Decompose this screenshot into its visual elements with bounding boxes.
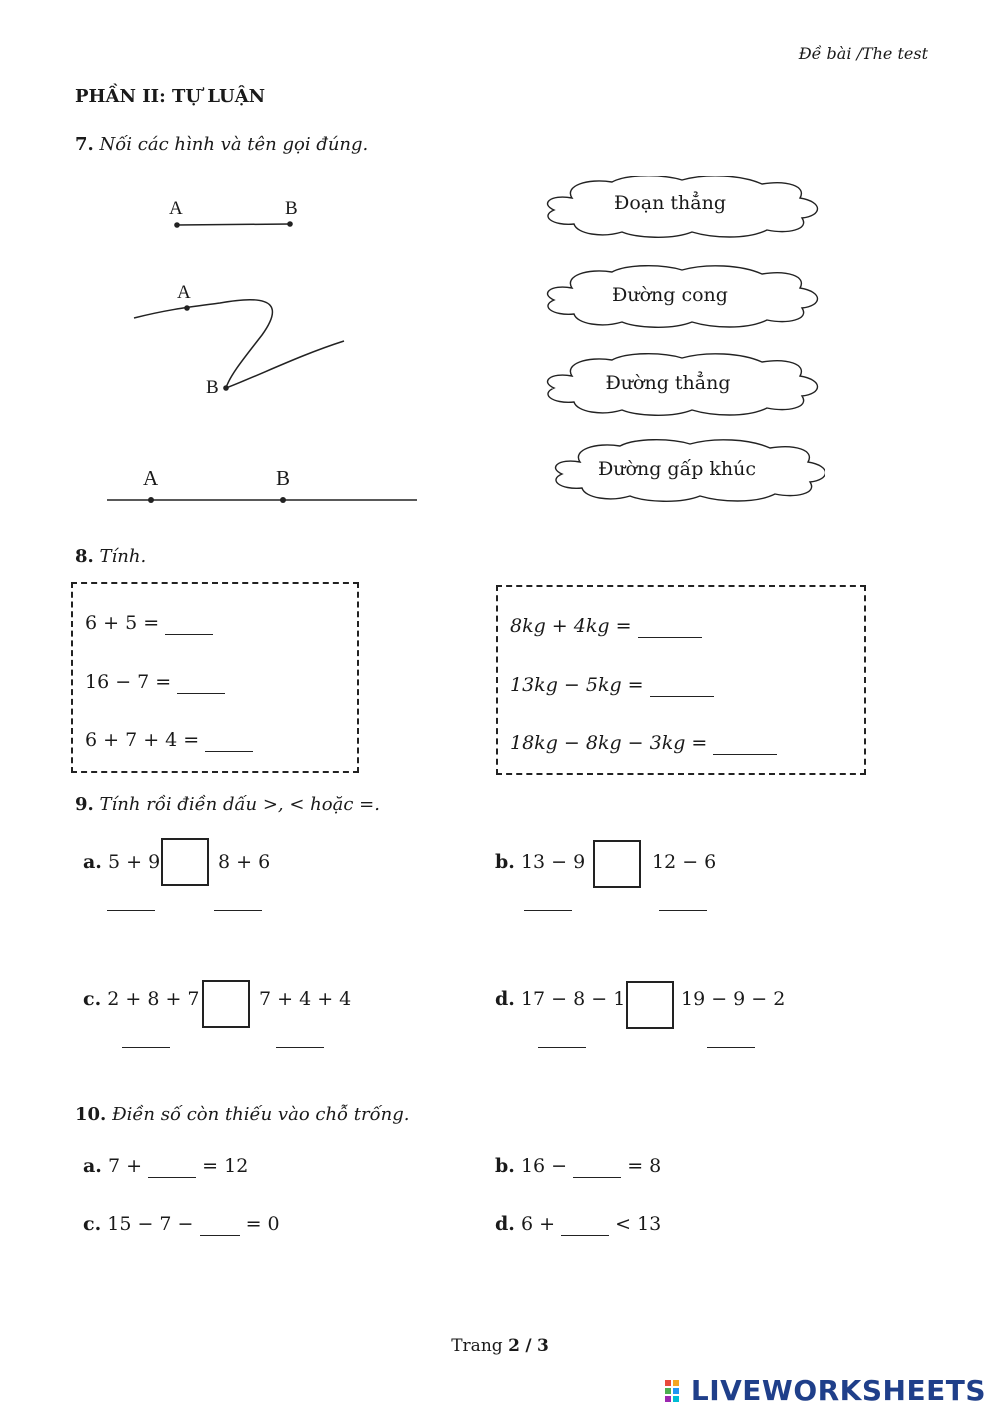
curve-point-b [223, 385, 229, 391]
curve-line [134, 300, 344, 388]
answer-blank[interactable] [200, 1213, 240, 1236]
compare-box-b[interactable] [593, 840, 641, 888]
question-8-number: 8. [75, 546, 94, 567]
q9b-right: 12 − 6 [652, 851, 717, 873]
answer-blank[interactable] [650, 674, 714, 697]
q8-right-eq-1: 8kg + 4kg = [510, 615, 702, 638]
q10d: d. 6 + < 13 [495, 1213, 662, 1235]
answer-blank[interactable] [713, 732, 777, 755]
q9b-blank-left[interactable] [524, 910, 572, 911]
q10c: c. 15 − 7 − = 0 [83, 1213, 280, 1235]
compare-box-c[interactable] [202, 980, 250, 1028]
q9c-left: c. 2 + 8 + 7 [83, 988, 200, 1010]
question-8-title [75, 546, 146, 567]
compare-box-a[interactable] [161, 838, 209, 886]
segment-label-a: A [169, 198, 183, 219]
q9a-right: 8 + 6 [218, 851, 271, 873]
liveworksheets-logo: LIVEWORKSHEETS [665, 1374, 986, 1407]
question-10-number: 10. [75, 1104, 107, 1125]
question-7-number: 7. [75, 134, 94, 155]
q9c-right: 7 + 4 + 4 [259, 988, 352, 1010]
question-10-text: Điền số còn thiếu vào chỗ trống. [112, 1104, 410, 1125]
logo-grid-icon [665, 1380, 687, 1402]
name-option-4[interactable]: Đường gấp khúc [597, 458, 757, 480]
q9a-left: a. 5 + 9 [83, 851, 161, 873]
answer-blank[interactable] [177, 671, 225, 694]
name-option-3[interactable]: Đường thẳng [605, 372, 731, 394]
q9d-left: d. 17 − 8 − 1 [495, 988, 626, 1010]
line-label-a: A [143, 466, 159, 490]
cloud-shapes [540, 176, 825, 506]
page-header: Đề bài /The test [798, 44, 928, 63]
q8-right-eq-3: 18kg − 8kg − 3kg = [510, 732, 777, 755]
segment-line [177, 224, 290, 225]
q9c-blank-left[interactable] [122, 1047, 170, 1048]
q9b-blank-right[interactable] [659, 910, 707, 911]
line-figure[interactable] [105, 490, 425, 510]
answer-blank[interactable] [165, 612, 213, 635]
answer-blank[interactable] [205, 729, 253, 752]
line-label-b: B [276, 466, 291, 490]
compare-box-d[interactable] [626, 981, 674, 1029]
q8-right-eq-2: 13kg − 5kg = [510, 674, 714, 697]
answer-blank[interactable] [148, 1155, 196, 1178]
segment-point-b [287, 221, 293, 227]
curve-label-a: A [177, 282, 191, 303]
q9d-right: 19 − 9 − 2 [681, 988, 786, 1010]
q9d-blank-left[interactable] [538, 1047, 586, 1048]
line-point-a [148, 497, 154, 503]
curve-point-a [184, 305, 190, 311]
name-option-2[interactable]: Đường cong [612, 284, 728, 306]
q9b-left: b. 13 − 9 [495, 851, 586, 873]
question-9-title [75, 794, 380, 815]
q10b: b. 16 − = 8 [495, 1155, 662, 1177]
page-footer: Trang 2 / 3 [451, 1336, 549, 1356]
question-7-title [75, 134, 368, 155]
line-point-b [280, 497, 286, 503]
q9a-blank-right[interactable] [214, 910, 262, 911]
q8-left-eq-3: 6 + 7 + 4 = [85, 729, 253, 752]
answer-blank[interactable] [573, 1155, 621, 1178]
question-9-number: 9. [75, 794, 94, 815]
question-8-text: Tính. [99, 546, 147, 567]
curve-label-b: B [206, 377, 219, 398]
question-9-text: Tính rồi điền dấu >, < hoặc =. [99, 794, 380, 815]
q9d-blank-right[interactable] [707, 1047, 755, 1048]
question-7-text: Nối các hình và tên gọi đúng. [99, 134, 369, 155]
segment-label-b: B [285, 198, 298, 219]
q8-left-eq-1: 6 + 5 = [85, 612, 213, 635]
q8-left-eq-2: 16 − 7 = [85, 671, 225, 694]
answer-blank[interactable] [638, 615, 702, 638]
question-10-title [75, 1104, 409, 1125]
q9a-blank-left[interactable] [107, 910, 155, 911]
answer-blank[interactable] [561, 1213, 609, 1236]
segment-point-a [174, 222, 180, 228]
name-option-1[interactable]: Đoạn thẳng [614, 192, 726, 214]
q9c-blank-right[interactable] [276, 1047, 324, 1048]
q10a: a. 7 + = 12 [83, 1155, 249, 1177]
curve-figure[interactable] [130, 295, 350, 400]
section-title: PHẦN II: TỰ LUẬN [75, 86, 266, 107]
